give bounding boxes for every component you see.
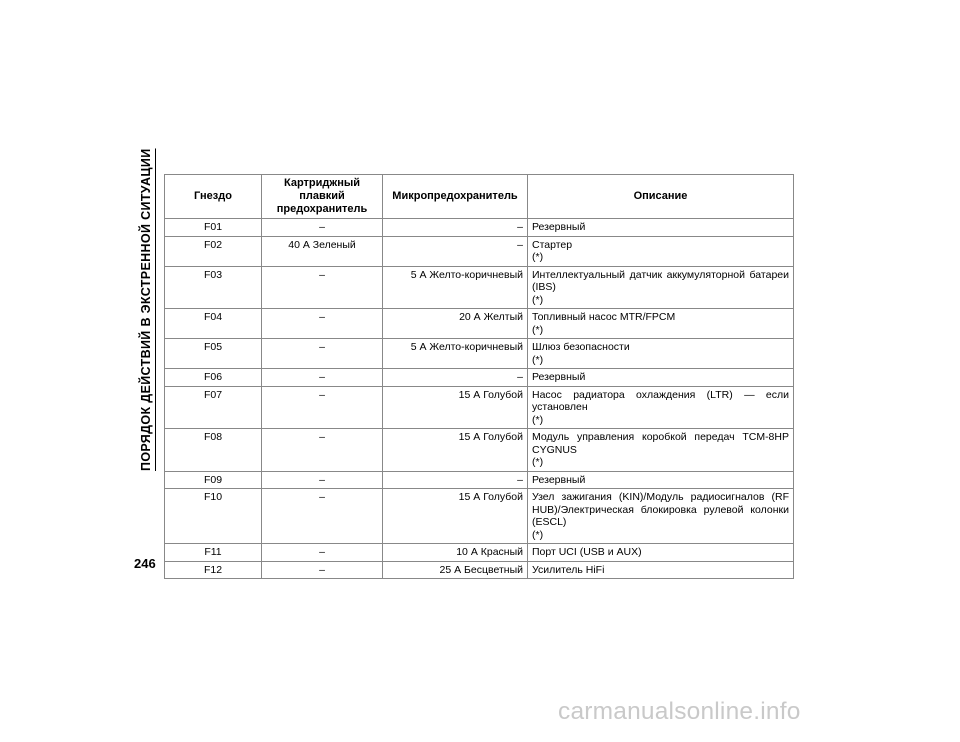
- mini-fuse-cell: –: [383, 471, 528, 489]
- description-line: (*): [532, 293, 544, 306]
- cartridge-fuse-cell: –: [262, 309, 383, 339]
- page-number: 246: [134, 556, 156, 571]
- socket-cell: F06: [165, 369, 262, 387]
- description-cell: [528, 489, 794, 544]
- description-line: (*): [532, 456, 544, 468]
- cartridge-fuse-cell: –: [262, 219, 383, 237]
- socket-cell: F10: [165, 489, 262, 544]
- description-line: Порт UCI (USB и AUX): [532, 546, 642, 558]
- table-row: [165, 236, 794, 266]
- cartridge-fuse-cell: –: [262, 429, 383, 472]
- description-line: Резервный: [532, 221, 586, 233]
- mini-fuse-cell: 25 А Бесцветный: [383, 561, 528, 579]
- mini-fuse-cell: –: [383, 369, 528, 387]
- description-line: Насос радиатора охлаждения (LTR) — если установлен: [532, 388, 789, 413]
- table-row: [165, 339, 794, 369]
- description-line: Интеллектуальный датчик аккумуляторной батареи (IBS): [532, 268, 789, 293]
- header-cartridge-fuse: Картриджный плавкий предохранитель: [262, 175, 383, 219]
- description-cell: [528, 429, 794, 472]
- table-row: [165, 369, 794, 387]
- description-cell: [528, 471, 794, 489]
- cartridge-fuse-cell: 40 А Зеленый: [262, 236, 383, 266]
- description-line: Резервный: [532, 371, 586, 383]
- mini-fuse-cell: 15 А Голубой: [383, 429, 528, 472]
- description-line: (*): [532, 413, 544, 426]
- description-line: (*): [532, 251, 544, 263]
- table-header-row: [165, 175, 794, 219]
- cartridge-fuse-cell: –: [262, 266, 383, 309]
- table-row: [165, 429, 794, 472]
- table-row: [165, 544, 794, 562]
- description-cell: [528, 544, 794, 562]
- fuse-table: [164, 174, 794, 579]
- header-mini-fuse: Микропредохранитель: [383, 175, 528, 219]
- mini-fuse-cell: 20 А Желтый: [383, 309, 528, 339]
- table-row: [165, 471, 794, 489]
- table-row: [165, 386, 794, 429]
- description-cell: [528, 561, 794, 579]
- header-description: Описание: [528, 175, 794, 219]
- table-row: [165, 561, 794, 579]
- mini-fuse-cell: 15 А Голубой: [383, 386, 528, 429]
- description-line: Узел зажигания (KIN)/Модуль радиосигналов (RF HUB)/Электрическая блокировка рулевой колонки (ESCL): [532, 491, 789, 528]
- socket-cell: F01: [165, 219, 262, 237]
- socket-cell: F05: [165, 339, 262, 369]
- description-line: Усилитель HiFi: [532, 563, 605, 576]
- socket-cell: F11: [165, 544, 262, 562]
- mini-fuse-cell: 10 А Красный: [383, 544, 528, 562]
- description-line: Модуль управления коробкой передач TCM-8HP CYGNUS: [532, 431, 789, 456]
- table-row: [165, 309, 794, 339]
- cartridge-fuse-cell: –: [262, 339, 383, 369]
- mini-fuse-cell: 5 А Желто-коричневый: [383, 266, 528, 309]
- description-line: (*): [532, 528, 544, 541]
- description-line: Резервный: [532, 473, 586, 486]
- socket-cell: F02: [165, 236, 262, 266]
- table-row: [165, 489, 794, 544]
- socket-cell: F09: [165, 471, 262, 489]
- cartridge-fuse-cell: –: [262, 471, 383, 489]
- watermark: carmanualsonline.info: [558, 698, 801, 725]
- table-row: [165, 219, 794, 237]
- cartridge-fuse-cell: –: [262, 369, 383, 387]
- description-cell: [528, 219, 794, 237]
- socket-cell: F12: [165, 561, 262, 579]
- description-line: (*): [532, 323, 544, 336]
- cartridge-fuse-cell: –: [262, 544, 383, 562]
- description-cell: [528, 309, 794, 339]
- mini-fuse-cell: 15 А Голубой: [383, 489, 528, 544]
- socket-cell: F07: [165, 386, 262, 429]
- description-line: Шлюз безопасности: [532, 341, 630, 353]
- socket-cell: F04: [165, 309, 262, 339]
- description-cell: [528, 369, 794, 387]
- section-title: ПОРЯДОК ДЕЙСТВИЙ В ЭКСТРЕННОЙ СИТУАЦИИ: [139, 148, 153, 471]
- mini-fuse-cell: 5 А Желто-коричневый: [383, 339, 528, 369]
- mini-fuse-cell: –: [383, 219, 528, 237]
- cartridge-fuse-cell: –: [262, 386, 383, 429]
- description-cell: [528, 266, 794, 309]
- cartridge-fuse-cell: –: [262, 489, 383, 544]
- description-line: Топливный насос MTR/FPCM: [532, 311, 676, 323]
- fuse-table-body: [165, 219, 794, 579]
- socket-cell: F08: [165, 429, 262, 472]
- description-cell: [528, 339, 794, 369]
- table-row: [165, 266, 794, 309]
- socket-cell: F03: [165, 266, 262, 309]
- description-cell: [528, 236, 794, 266]
- description-line: Стартер: [532, 238, 573, 251]
- description-cell: [528, 386, 794, 429]
- mini-fuse-cell: –: [383, 236, 528, 266]
- description-line: (*): [532, 353, 544, 366]
- cartridge-fuse-cell: –: [262, 561, 383, 579]
- header-socket: Гнездо: [165, 175, 262, 219]
